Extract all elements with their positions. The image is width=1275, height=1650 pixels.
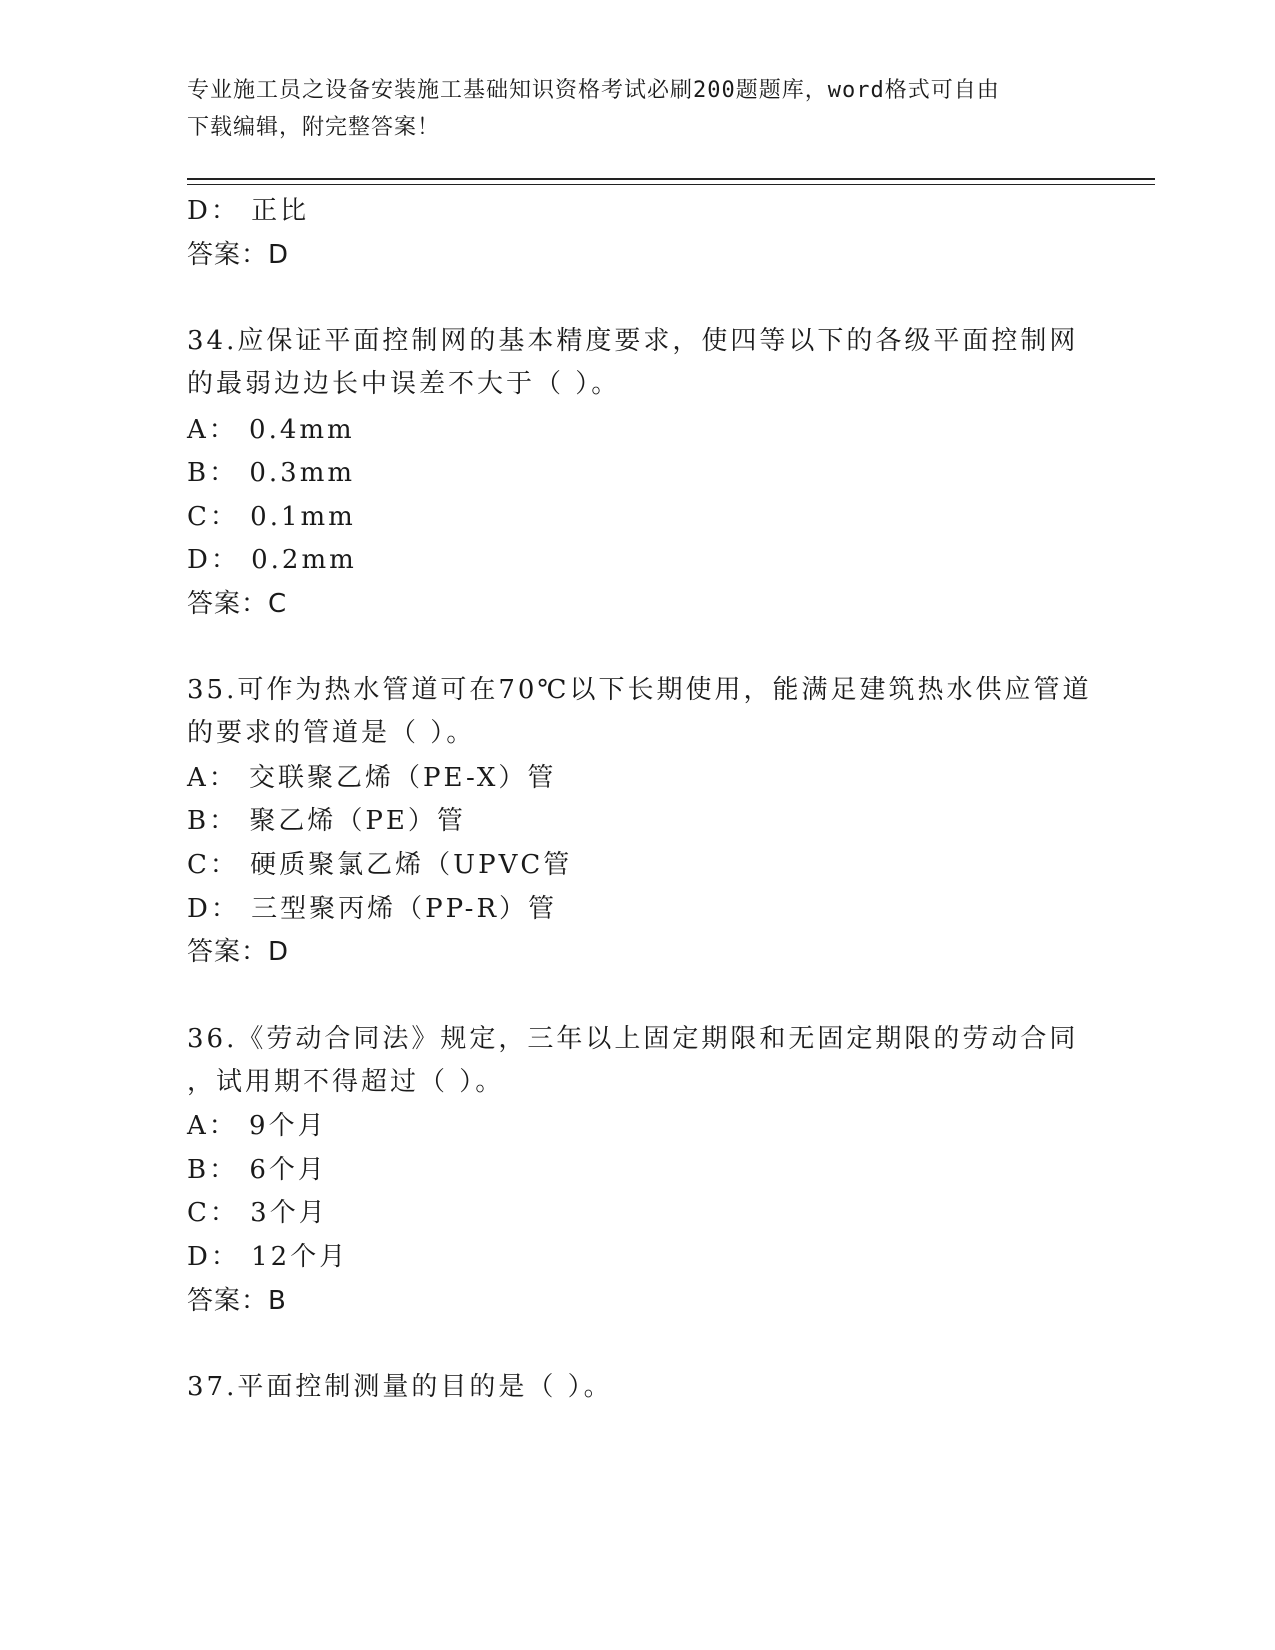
q34-text-line-1: 34.应保证平面控制网的基本精度要求，使四等以下的各级平面控制网 bbox=[187, 326, 1079, 356]
q35-answer: 答案：D bbox=[187, 937, 290, 967]
q36-option-d: D： 12个月 bbox=[187, 1242, 349, 1272]
q34-option-b: B： 0.3mm bbox=[187, 458, 356, 488]
q35-option-d: D： 三型聚丙烯（PP-R）管 bbox=[187, 894, 558, 924]
q33-option-d: D： 正比 bbox=[187, 196, 310, 226]
header-line-2: 下载编辑，附完整答案！ bbox=[187, 115, 441, 140]
q33-answer: 答案：D bbox=[187, 240, 290, 270]
document-header bbox=[187, 72, 1087, 146]
q36-text-line-1: 36.《劳动合同法》规定，三年以上固定期限和无固定期限的劳动合同 bbox=[187, 1024, 1079, 1054]
q35-option-b: B： 聚乙烯（PE）管 bbox=[187, 806, 466, 836]
q35-option-c: C： 硬质聚氯乙烯（UPVC管 bbox=[187, 850, 573, 880]
q35-text-line-2: 的要求的管道是（ ）。 bbox=[187, 718, 476, 748]
q34-answer: 答案：C bbox=[187, 589, 288, 619]
q34-option-c: C： 0.1mm bbox=[187, 502, 356, 532]
header-line-1: 专业施工员之设备安装施工基础知识资格考试必刷200题题库，word格式可自由 bbox=[187, 78, 1000, 103]
header-rule-thin bbox=[187, 184, 1155, 185]
q34-option-a: A： 0.4mm bbox=[187, 415, 355, 445]
q36-option-a: A： 9个月 bbox=[187, 1111, 327, 1141]
q36-option-b: B： 6个月 bbox=[187, 1155, 327, 1185]
q34-option-d: D： 0.2mm bbox=[187, 545, 357, 575]
q34-text-line-2: 的最弱边边长中误差不大于（ ）。 bbox=[187, 369, 621, 399]
q36-text-line-2: ，试用期不得超过（ ）。 bbox=[187, 1067, 505, 1097]
q36-option-c: C： 3个月 bbox=[187, 1198, 328, 1228]
q36-answer: 答案：B bbox=[187, 1286, 287, 1316]
q35-option-a: A： 交联聚乙烯（PE-X）管 bbox=[187, 763, 557, 793]
q35-text-line-1: 35.可作为热水管道可在70℃以下长期使用，能满足建筑热水供应管道 bbox=[187, 675, 1092, 705]
q37-text-line-1: 37.平面控制测量的目的是（ ）。 bbox=[187, 1372, 613, 1402]
header-rule-thick bbox=[187, 178, 1155, 180]
